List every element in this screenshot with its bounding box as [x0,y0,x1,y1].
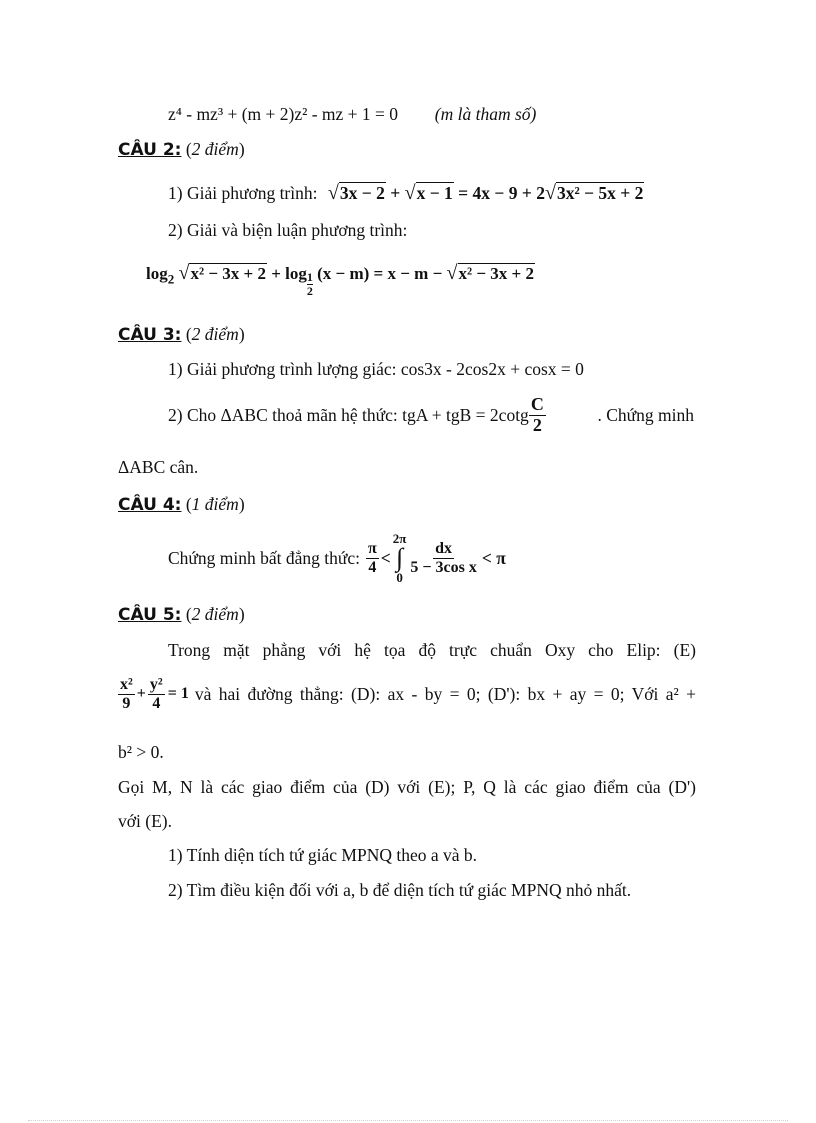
q2-radical-a: 3x − 2 [339,183,385,203]
ellipse-y-den: 4 [152,694,161,712]
q2-log-equation: $\log_2 √x^2 - 3x + 2 + \log$ $\frac{1}{2}$ (x − m) = x − m − √x² − 3x + 2 [146,262,534,298]
q5-para2-line2: với (E). [118,811,172,831]
q2-heading-line: CÂU 2: (2 điểm) [118,139,245,160]
integral-sign: ∫ [396,543,404,572]
q4-inequality: Chứng minh bất đẳng thức: $\frac{\pi}{4}$ < 2π ∫ 0 $\frac{dx}{\text{5 − 3cos x}}$ < π [168,531,506,585]
q3-frac-num: C [530,394,544,414]
q3-heading-line: CÂU 3: (2 điểm) [118,324,245,345]
q3-item2-post: . Chứng minh [597,404,694,425]
q4-rhs: < π [481,547,506,568]
q4-int-upper: 2π [392,531,407,546]
ellipse-rest: = 1 [167,685,189,703]
q3-heading: CÂU 3: [118,325,182,345]
q4-heading: CÂU 4: [118,495,182,515]
page-bottom-rule [28,1120,788,1121]
q4-int-num: dx [435,539,453,557]
q5-word: độ [418,640,436,660]
q5-word: tọa [383,640,406,660]
q5-word: Trong [168,640,211,660]
q2-item2: 2) Giải và biện luận phương trình: [168,220,408,240]
q5-word: (E) [673,640,696,660]
q4-lhs-num: π [368,539,377,557]
top-equation-line [168,104,536,125]
q4-int-lower: 0 [396,570,403,585]
log-text-1: log [146,264,168,283]
q5-item2: 2) Tìm điều kiện đối với a, b để diện tích tứ giác MPNQ nhỏ nhất. [168,880,632,900]
q4-heading-line: CÂU 4: (1 điểm) [118,494,245,515]
q5-item1: 1) Tính diện tích tứ giác MPNQ theo a và b. [168,845,478,865]
q2-radical-c: 3x² − 5x + 2 [556,183,644,203]
q3-item2-cont: ΔABC cân. [118,457,199,477]
q3-item2 [168,395,694,436]
q5-para2-line1: Gọi M, N là các giao điểm của (D) với (E); P, Q là các giao điểm của (D') [118,777,696,797]
log-base-2-num: 1 [306,269,313,284]
q5-line1 [168,640,696,661]
q5-heading-line: CÂU 5: (2 điểm) [118,604,245,625]
q5-line2-text: và hai đường thẳng: (D): ax - by = 0; (D'): bx + ay = 0; Với a² + [194,683,696,704]
q5-heading: CÂU 5: [118,605,182,625]
q3-item1: 1) Giải phương trình lượng giác: cos3x - 2cos2x + cosx = 0 [168,359,584,379]
ellipse-x-num: x² [120,676,133,693]
q3-frac-den: 2 [532,414,542,435]
top-equation-note: (m là tham số) [434,104,537,124]
q4-int-den: 5 − 3cos x [410,558,477,576]
q2-rhs: = 4x − 9 + 2 [458,183,545,203]
q5-word: chuẩn [490,640,532,660]
ellipse-y-num: y² [149,676,163,693]
log-base-2-den: 2 [306,284,313,298]
q5-word: với [318,640,342,660]
q2-heading: CÂU 2: [118,140,182,160]
q5-word: phẳng [262,640,306,660]
q5-points: 2 điểm [191,604,239,624]
q2-item1: 1) Giải phương trình: √3x − 2 + √x − 1 = 4x − 9 + 2√3x² − 5x + 2 [168,182,644,204]
log-base-1: 2 [167,271,175,287]
q5-word: hệ [354,640,371,660]
q5-word: Elip: [626,640,661,660]
top-equation: z⁴ - mz³ + (m + 2)z² - mz + 1 = 0 [168,104,399,124]
q5-word: Oxy [544,640,576,660]
log-text-2: + log [271,264,307,283]
q2-points: 2 điểm [191,139,239,159]
log-radical-2: x² − 3x + 2 [458,264,534,283]
q4-points: 1 điểm [191,494,239,514]
q5-word: mặt [223,640,250,660]
q2-radical-b: x − 1 [416,183,453,203]
q5-line3: b² > 0. [118,742,164,762]
ellipse-x-den: 9 [122,694,131,712]
q2-item1-label: 1) Giải phương trình: [168,183,318,203]
q3-item2-text: 2) Cho ΔABC thoả mãn hệ thức: tgA + tgB = 2cotg [168,404,529,425]
log-radical-1: x² − 3x + 2 [190,264,266,283]
q3-points: 2 điểm [191,324,239,344]
q5-word: trực [449,640,477,660]
q5-word: cho [588,640,614,660]
log-arg-2: (x − m) = x − m − [317,264,443,283]
q4-label: Chứng minh bất đẳng thức: [168,547,361,568]
q4-lhs-den: 4 [368,558,377,576]
q5-line2: $\frac{\text{x²}}{9}$ + $\frac{\text{y²}}{4}$ = 1 và hai đường thẳng: (D): ax - by = 0; (D'): bx + ay = 0; Với a² + [120,676,696,712]
